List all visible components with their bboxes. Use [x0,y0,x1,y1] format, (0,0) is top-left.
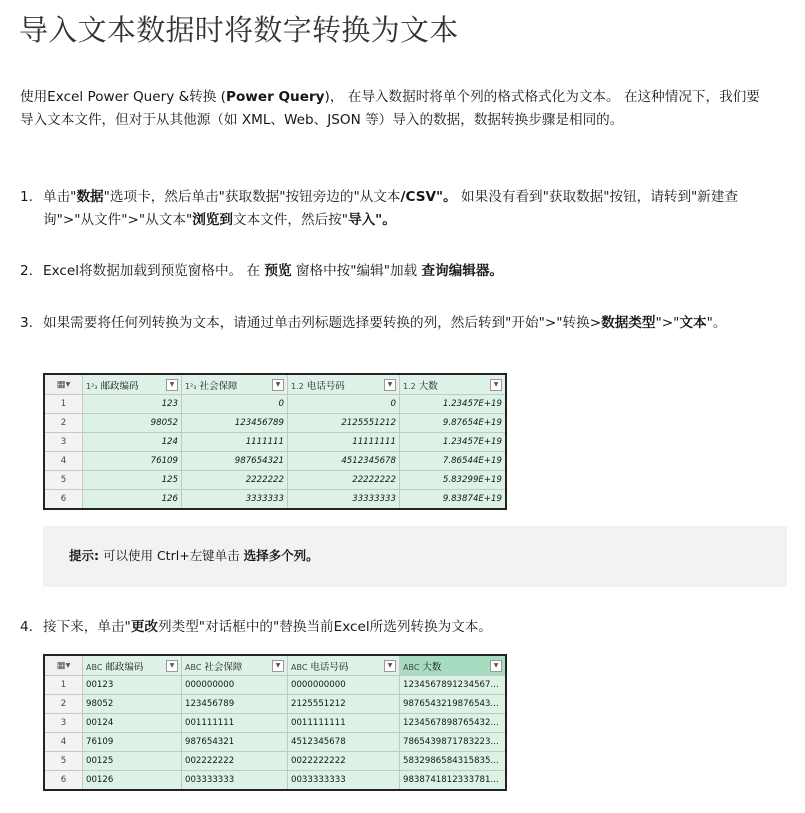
table-row [44,452,506,471]
tip-box [43,526,787,587]
column-name: 电话号码 [306,380,345,392]
column-type-icon[interactable]: ABC [185,662,202,672]
text-run: 可以使用 Ctrl+左键单击 [99,548,244,563]
row-number[interactable]: 3 [44,714,83,733]
text-run: 文本文件，然后按" [232,212,348,228]
table-cell: 3333333 [182,490,288,510]
step-text [43,186,765,232]
step-number: 2. [20,263,33,279]
page-title: 导入文本数据时将数字转换为文本 [19,13,459,47]
table-cell: 00123 [83,676,182,695]
column-header[interactable] [83,374,182,395]
step-2 [20,260,765,283]
table-cell: 0000000000 [288,676,400,695]
text-run: 使用Excel Power Query &转换 ( [20,89,226,105]
table-cell: 9838741812333781... [400,771,507,791]
column-type-icon[interactable]: 1²₃ [86,381,98,391]
column-header[interactable] [400,655,507,676]
filter-dropdown-icon[interactable]: ▼ [490,660,502,672]
table-cell: 0 [182,395,288,414]
row-number[interactable]: 3 [44,433,83,452]
row-number[interactable]: 2 [44,695,83,714]
table-cell: 5.83299E+19 [400,471,507,490]
column-name: 邮政编码 [100,380,139,392]
row-number[interactable]: 5 [44,752,83,771]
filter-dropdown-icon[interactable]: ▼ [166,379,178,391]
table-cell: 11111111 [288,433,400,452]
column-type-icon[interactable]: ABC [403,662,420,672]
table-row [44,490,506,510]
table-row [44,695,506,714]
bold-text: 数据 [76,189,104,205]
table-cell: 1.23457E+19 [400,433,507,452]
table-cell: 98052 [83,414,182,433]
row-number[interactable]: 5 [44,471,83,490]
bold-text: 导入"。 [348,212,396,228]
row-number[interactable]: 1 [44,395,83,414]
table-cell: 9.83874E+19 [400,490,507,510]
text-run: 窗格中按"编辑"加载 [291,263,422,279]
table-cell: 124 [83,433,182,452]
table-cell: 98052 [83,695,182,714]
column-name: 大数 [418,380,438,392]
column-type-icon[interactable]: 1.2 [403,381,416,391]
intro-paragraph [20,86,770,132]
table-cell: 00124 [83,714,182,733]
table-row [44,433,506,452]
table-menu-icon[interactable]: ▦▾ [44,374,83,395]
filter-dropdown-icon[interactable]: ▼ [384,379,396,391]
bold-text: Power Query [225,89,325,105]
step-3 [20,312,765,335]
row-number[interactable]: 2 [44,414,83,433]
table-cell: 987654321 [182,733,288,752]
column-header[interactable] [182,374,288,395]
table-cell: 4512345678 [288,452,400,471]
column-header[interactable] [83,655,182,676]
table-cell: 1.23457E+19 [400,395,507,414]
table-cell: 7865439871783223... [400,733,507,752]
table-row [44,771,506,791]
text-run: "。 [706,315,727,331]
row-number[interactable]: 4 [44,733,83,752]
table-cell: 2125551212 [288,695,400,714]
table-cell: 5832986584315835... [400,752,507,771]
bold-text: /CSV"。 [400,189,457,205]
step-1 [20,186,765,232]
table-row [44,471,506,490]
table-cell: 0011111111 [288,714,400,733]
table-cell: 003333333 [182,771,288,791]
column-header[interactable] [182,655,288,676]
table-cell: 00125 [83,752,182,771]
column-name: 邮政编码 [105,661,144,673]
table-cell: 123 [83,395,182,414]
table-cell: 0022222222 [288,752,400,771]
column-header[interactable] [288,655,400,676]
table-cell: 9876543219876543... [400,695,507,714]
step-4 [20,616,765,639]
column-type-icon[interactable]: ABC [291,662,308,672]
text-run: ">" [655,315,680,331]
bold-text: 选择多个列。 [243,548,319,563]
step-number: 4. [20,619,33,635]
column-name: 社会保障 [204,661,243,673]
column-type-icon[interactable]: 1²₃ [185,381,197,391]
bold-text: 更改 [130,619,159,635]
bold-text: 数据类型 [601,315,656,331]
text-run: Excel将数据加载到预览窗格中。 在 [43,263,265,279]
table-cell: 000000000 [182,676,288,695]
table-row [44,395,506,414]
table-row [44,733,506,752]
bold-text: 预览 [264,263,292,279]
table-cell: 0 [288,395,400,414]
column-header[interactable] [400,374,507,395]
filter-dropdown-icon[interactable]: ▼ [490,379,502,391]
table-row [44,676,506,695]
table-cell: 0033333333 [288,771,400,791]
table-cell: 123456789 [182,695,288,714]
table-cell: 2125551212 [288,414,400,433]
column-name: 社会保障 [199,380,238,392]
table-cell: 4512345678 [288,733,400,752]
table-before-conversion [43,373,507,510]
filter-dropdown-icon[interactable]: ▼ [384,660,396,672]
text-run: 如果需要将任何列转换为文本，请通过单击列标题选择要转换的列，然后转到"开始">"转换> [43,315,602,331]
table-cell: 33333333 [288,490,400,510]
column-header[interactable] [288,374,400,395]
table-cell: 123456789 [182,414,288,433]
table-menu-icon[interactable]: ▦▾ [44,655,83,676]
filter-dropdown-icon[interactable]: ▼ [166,660,178,672]
bold-text: 浏览到 [192,212,233,228]
step-number: 3. [20,315,33,331]
text-run: "选项卡，然后单击"获取数据"按钮旁边的"从文本 [103,189,401,205]
table-cell: 1234567891234567... [400,676,507,695]
text-run: )， 在导入数据时将单个列的格式格式化为文本。 在这种情况下，我们要导入文本文件，但对于从其他源（如 XML、Web、JSON 等）导入的数据，数据转换步骤是相同的。 [20,89,760,128]
row-number[interactable]: 4 [44,452,83,471]
header-row [44,655,506,676]
table-after-conversion [43,654,507,791]
table-cell: 76109 [83,452,182,471]
table-row [44,714,506,733]
filter-dropdown-icon[interactable]: ▼ [272,660,284,672]
table-cell: 9.87654E+19 [400,414,507,433]
text-run: 接下来，单击" [43,619,131,635]
table-row [44,752,506,771]
header-row [44,374,506,395]
bold-text: 查询编辑器。 [421,263,504,279]
text-run: 单击" [43,189,77,205]
row-number[interactable]: 6 [44,771,83,791]
table-cell: 22222222 [288,471,400,490]
text-run: 如果没有看到"获取数据"按钮，请转到"新建查询">"从文件">"从文本" [43,189,739,228]
table-cell: 126 [83,490,182,510]
column-name: 大数 [422,661,442,673]
table-cell: 125 [83,471,182,490]
filter-dropdown-icon[interactable]: ▼ [272,379,284,391]
column-type-icon[interactable]: ABC [86,662,103,672]
text-run: 列类型"对话框中的"替换当前Excel所选列转换为文本。 [158,619,492,635]
bold-text: 提示: [69,548,99,563]
tip-text [69,546,319,566]
table-cell: 7.86544E+19 [400,452,507,471]
column-name: 电话号码 [310,661,349,673]
table-cell: 1234567898765432... [400,714,507,733]
row-number[interactable]: 1 [44,676,83,695]
row-number[interactable]: 6 [44,490,83,510]
table-cell: 2222222 [182,471,288,490]
table-cell: 1111111 [182,433,288,452]
table-cell: 002222222 [182,752,288,771]
column-type-icon[interactable]: 1.2 [291,381,304,391]
step-text [43,260,765,283]
table-row [44,414,506,433]
table-cell: 76109 [83,733,182,752]
bold-text: 文本 [679,315,707,331]
step-text [43,312,743,335]
table-cell: 001111111 [182,714,288,733]
table-cell: 00126 [83,771,182,791]
step-number: 1. [20,189,33,205]
table-cell: 987654321 [182,452,288,471]
step-text [43,616,765,639]
